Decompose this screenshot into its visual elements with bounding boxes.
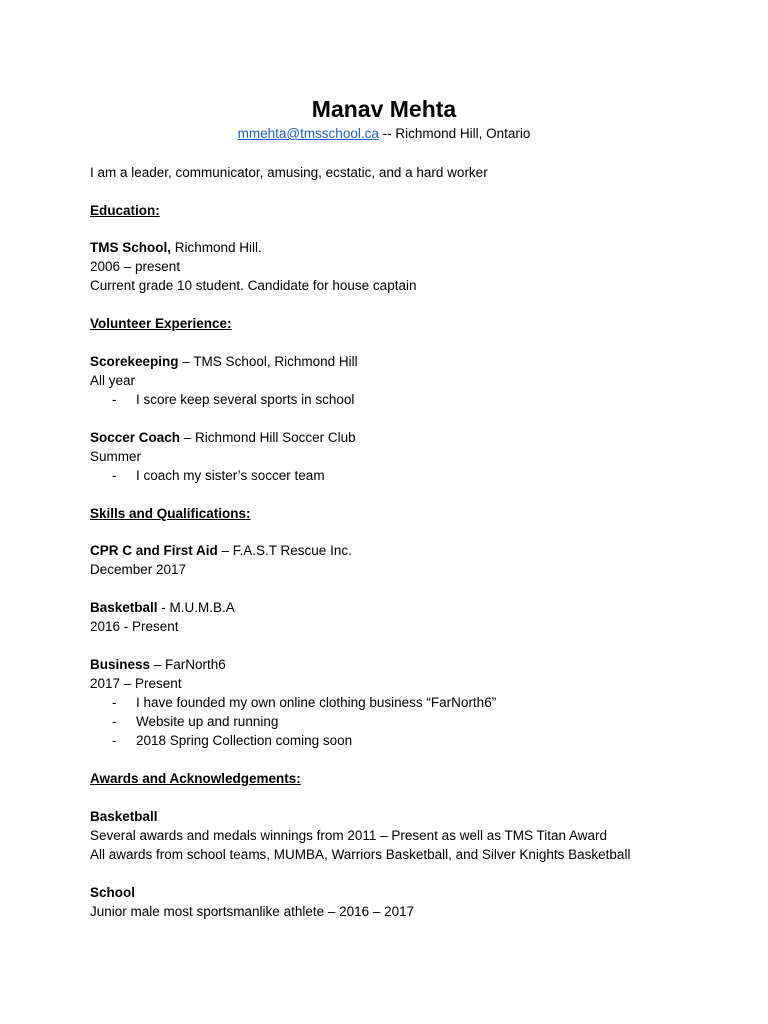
award-category-school: School [90,885,136,900]
bullet-text: I coach my sister’s soccer team [136,468,325,483]
education-heading: Education: [90,203,160,218]
bullet-dash: - [112,392,117,407]
summary-text: I am a leader, communicator, amusing, ecstatic, and a hard worker [90,165,488,180]
skill-item-title [90,541,352,560]
award-line: Several awards and medals winnings from 2011 – Present as well as TMS Titan Award [90,828,608,843]
award-category-basketball: Basketball [90,809,158,824]
bullet-dash: - [112,468,117,483]
skill-org: - M.U.M.B.A [157,600,235,615]
education-school [90,238,262,257]
awards-heading: Awards and Acknowledgements: [90,771,301,786]
volunteer-period: All year [90,373,136,388]
email-link[interactable]: mmehta@tmsschool.ca [237,126,379,141]
skill-item-title [90,655,226,674]
award-line: Junior male most sportsmanlike athlete – 2016 – 2017 [90,904,415,919]
bullet-dash: - [112,733,117,748]
skill-period: December 2017 [90,562,187,577]
skill-org: – FarNorth6 [150,657,226,672]
bullet-dash: - [112,714,117,729]
bullet-dash: - [112,695,117,710]
list-item [112,390,354,409]
volunteer-role: Soccer Coach [90,430,181,445]
volunteer-heading: Volunteer Experience: [90,316,232,331]
volunteer-period: Summer [90,449,142,464]
education-dates: 2006 – present [90,259,181,274]
applicant-name: Manav Mehta [311,96,457,122]
volunteer-item-title [90,352,358,371]
skill-title: CPR C and First Aid [90,543,218,558]
school-place: Richmond Hill. [171,240,262,255]
bullet-text: Website up and running [136,714,279,729]
volunteer-item-title [90,428,356,447]
skill-title: Basketball [90,600,158,615]
list-item [112,731,352,750]
contact-line [0,124,768,143]
list-item [112,466,325,485]
school-name: TMS School, [90,240,171,255]
bullet-text: I have founded my own online clothing business “FarNorth6” [136,695,497,710]
skill-item-title [90,598,235,617]
list-item [112,693,496,712]
volunteer-org: – Richmond Hill Soccer Club [180,430,356,445]
award-line: All awards from school teams, MUMBA, Warriors Basketball, and Silver Knights Basketball [90,847,631,862]
bullet-text: I score keep several sports in school [136,392,355,407]
education-details: Current grade 10 student. Candidate for house captain [90,278,417,293]
skills-heading: Skills and Qualifications: [90,506,251,521]
volunteer-org: – TMS School, Richmond Hill [178,354,358,369]
skill-period: 2017 – Present [90,676,182,691]
skill-period: 2016 - Present [90,619,179,634]
skill-title: Business [90,657,151,672]
bullet-text: 2018 Spring Collection coming soon [136,733,353,748]
volunteer-role: Scorekeeping [90,354,179,369]
list-item [112,712,278,731]
skill-org: – F.A.S.T Rescue Inc. [217,543,352,558]
location-text: -- Richmond Hill, Ontario [378,126,531,141]
